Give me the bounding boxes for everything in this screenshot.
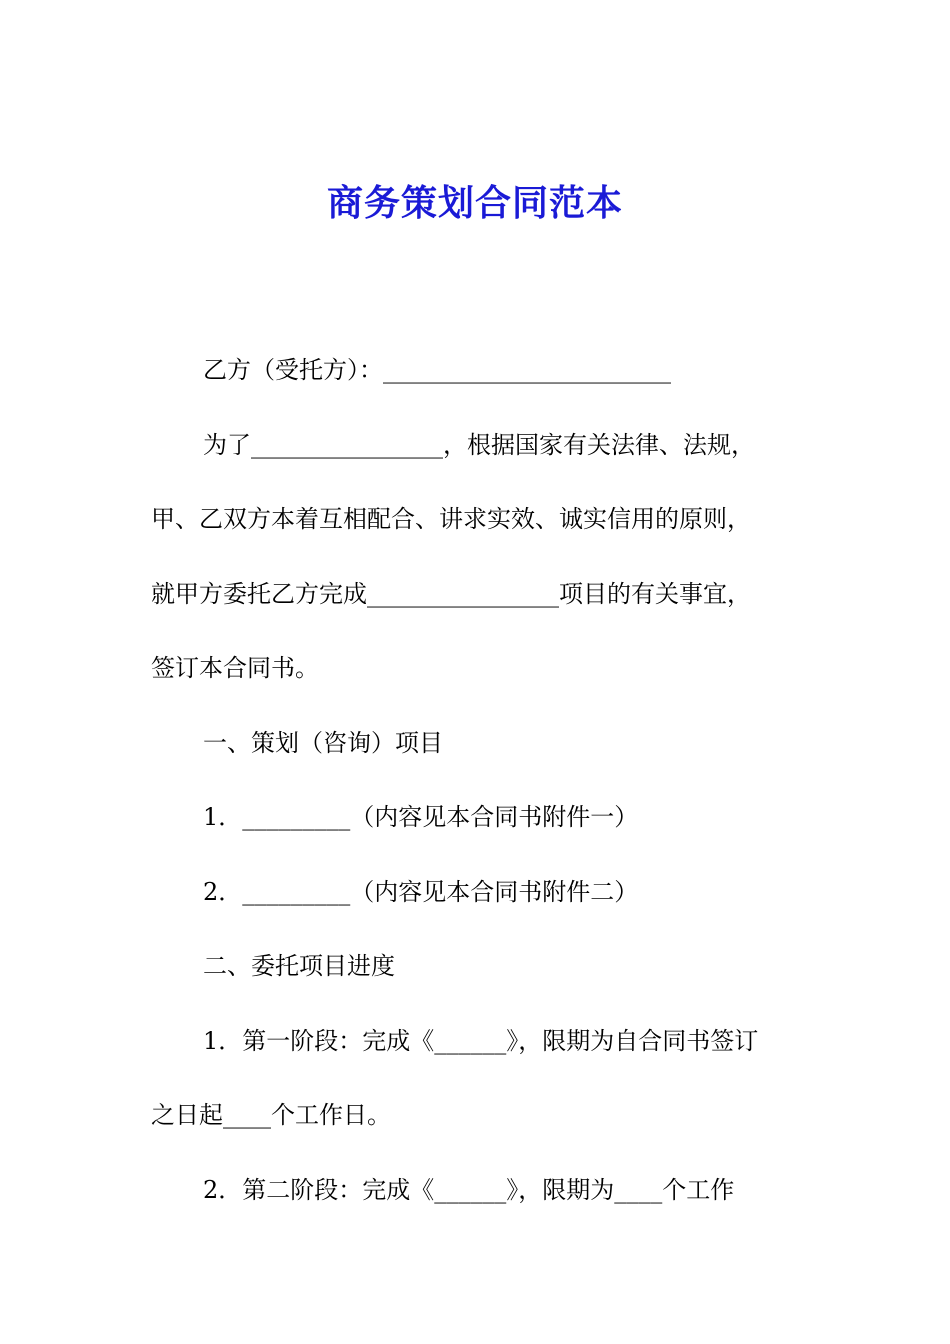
section-two-heading: 二、委托项目进度	[203, 952, 395, 980]
party-b-line: 乙方（受托方）：________________________	[203, 356, 671, 384]
stage-two-line: 2．第二阶段：完成《______》，限期为____个工作	[203, 1175, 735, 1204]
stage-one-line: 1．第一阶段：完成《______》，限期为自合同书签订	[203, 1026, 759, 1055]
purpose-line: 为了________________，根据国家有关法律、法规，	[203, 430, 755, 459]
commission-line: 就甲方委托乙方完成________________项目的有关事宜，	[151, 579, 751, 608]
principle-line: 甲、乙双方本着互相配合、讲求实效、诚实信用的原则，	[151, 505, 751, 533]
document-body	[151, 333, 811, 1227]
sign-line: 签订本合同书。	[151, 654, 319, 682]
project-item-1: 1．_________（内容见本合同书附件一）	[203, 803, 639, 831]
stage-one-continuation: 之日起____个工作日。	[151, 1101, 391, 1129]
project-item-2: 2．_________（内容见本合同书附件二）	[203, 877, 639, 906]
section-one-heading: 一、策划（咨询）项目	[203, 728, 443, 757]
document-title: 商务策划合同范本	[326, 182, 623, 224]
